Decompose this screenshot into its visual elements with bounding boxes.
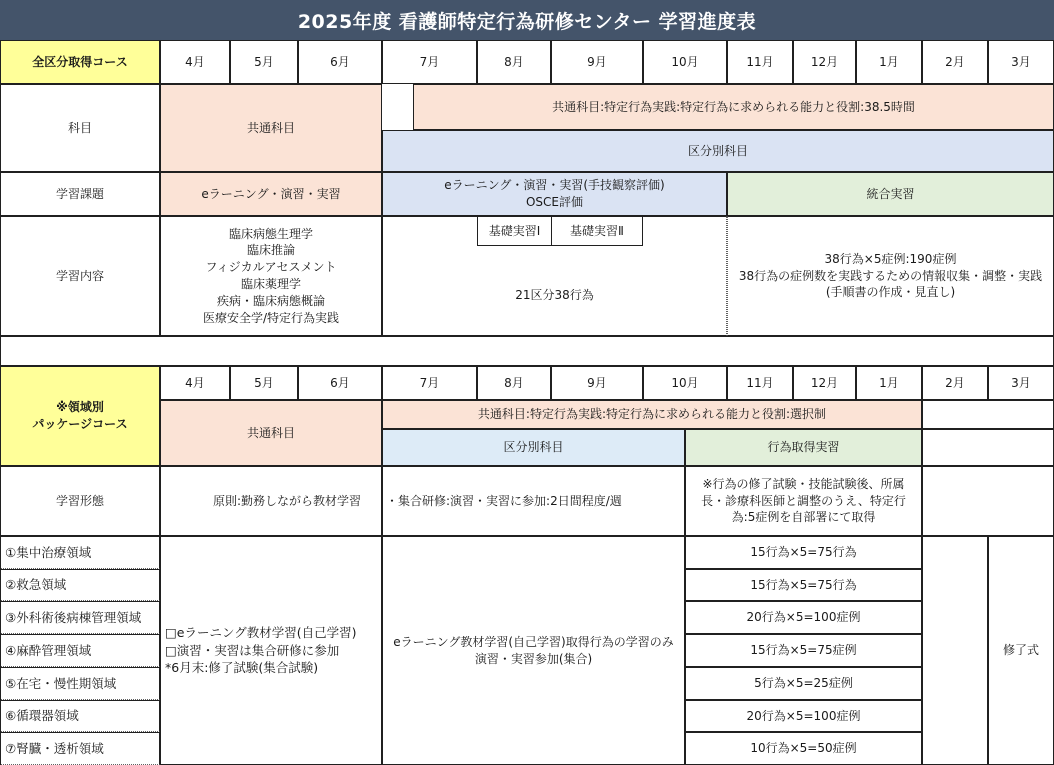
row-label-task: 学習課題 bbox=[0, 172, 160, 216]
pkg-common-practice: 共通科目:特定行為実践:特定行為に求められる能力と役割:選択制 bbox=[382, 400, 922, 429]
area-count: 15行為×5=75行為 bbox=[685, 536, 922, 569]
sec1-month-1: 4月 bbox=[160, 40, 230, 84]
course-name-full: 全区分取得コース bbox=[0, 40, 160, 84]
area-label: ④麻酔管理領域 bbox=[0, 634, 160, 667]
common-subject-cell: 共通科目 bbox=[160, 84, 382, 172]
content-subjects: 臨床病態生理学 臨床推論 フィジカルアセスメント 臨床薬理学 疾病・臨床病態概論 医療安全学/特定行為実践 bbox=[160, 216, 382, 336]
sec2-month-11: 2月 bbox=[922, 366, 988, 400]
basic-practice-2: 基礎実習Ⅱ bbox=[551, 216, 643, 246]
sec2-month-7: 10月 bbox=[643, 366, 727, 400]
area-count: 10行為×5=50症例 bbox=[685, 732, 922, 765]
content-integrated: 38行為×5症例:190症例 38行為の症例数を実践するための情報収集・調整・実践 (手順書の作成・見直し) bbox=[727, 216, 1054, 336]
sec1-month-9: 12月 bbox=[793, 40, 856, 84]
form-group-training: ・集合研修:演習・実習に参加:2日間程度/週 bbox=[382, 466, 685, 536]
sec2-month-5: 8月 bbox=[477, 366, 551, 400]
pkg-acquire-practice: 行為取得実習 bbox=[685, 429, 922, 466]
row-label-content: 学習内容 bbox=[0, 216, 160, 336]
area-count: 20行為×5=100症例 bbox=[685, 601, 922, 634]
sec1-month-11: 2月 bbox=[922, 40, 988, 84]
content-procedures: 21区分38行為 bbox=[382, 216, 727, 336]
pkg-division-subject: 区分別科目 bbox=[382, 429, 685, 466]
area-count: 20行為×5=100症例 bbox=[685, 700, 922, 732]
sec1-month-5: 8月 bbox=[477, 40, 551, 84]
sec2-month-8: 11月 bbox=[727, 366, 793, 400]
row-label-subject: 科目 bbox=[0, 84, 160, 172]
task-integrated-practice: 統合実習 bbox=[727, 172, 1054, 216]
course-name-package: ※領域別 パッケージコース bbox=[0, 366, 160, 466]
study-method-b: eラーニング教材学習(自己学習)取得行為の学習のみ演習・実習参加(集合) bbox=[382, 536, 685, 765]
sec1-month-10: 1月 bbox=[856, 40, 922, 84]
task-elearning-osce: eラーニング・演習・実習(手技観察評価) OSCE評価 bbox=[382, 172, 727, 216]
study-method-a: □eラーニング教材学習(自己学習) □演習・実習は集合研修に参加 *6月末:修了試験(集合試験) bbox=[160, 536, 382, 765]
row-label-form: 学習形態 bbox=[0, 466, 160, 536]
sec2-month-12: 3月 bbox=[988, 366, 1054, 400]
common-practice-cell: 共通科目:特定行為実践:特定行為に求められる能力と役割:38.5時間 bbox=[413, 84, 1054, 130]
division-subject-cell: 区分別科目 bbox=[382, 130, 1054, 172]
area-count: 5行為×5=25症例 bbox=[685, 667, 922, 700]
pkg-common-subject: 共通科目 bbox=[160, 400, 382, 466]
sec2-month-1: 4月 bbox=[160, 366, 230, 400]
pkg-empty-1 bbox=[922, 400, 1054, 429]
basic-practice-1: 基礎実習Ⅰ bbox=[477, 216, 552, 246]
area-count: 15行為×5=75行為 bbox=[685, 569, 922, 601]
sec1-month-3: 6月 bbox=[298, 40, 382, 84]
area-label: ②救急領域 bbox=[0, 569, 160, 601]
sec1-month-12: 3月 bbox=[988, 40, 1054, 84]
area-label: ⑥循環器領域 bbox=[0, 700, 160, 732]
form-acquisition: ※行為の修了試験・技能試験後、所属長・診療科医師と調整のうえ、特定行為:5症例を自部署にて取得 bbox=[685, 466, 922, 536]
page-title: 2025年度 看護師特定行為研修センター 学習進度表 bbox=[0, 0, 1054, 40]
sec2-month-3: 6月 bbox=[298, 366, 382, 400]
sec2-month-10: 1月 bbox=[856, 366, 922, 400]
sec1-month-6: 9月 bbox=[551, 40, 643, 84]
sec1-month-7: 10月 bbox=[643, 40, 727, 84]
sec1-month-8: 11月 bbox=[727, 40, 793, 84]
area-label: ⑦腎臓・透析領域 bbox=[0, 732, 160, 765]
area-label: ⑤在宅・慢性期領域 bbox=[0, 667, 160, 700]
sec1-month-2: 5月 bbox=[230, 40, 298, 84]
pkg-empty-4 bbox=[922, 536, 988, 765]
sec2-month-6: 9月 bbox=[551, 366, 643, 400]
sec2-month-9: 12月 bbox=[793, 366, 856, 400]
pkg-empty-3 bbox=[922, 466, 1054, 536]
sec1-month-4: 7月 bbox=[382, 40, 477, 84]
pkg-empty-2 bbox=[922, 429, 1054, 466]
completion-ceremony: 修了式 bbox=[988, 536, 1054, 765]
task-elearning: eラーニング・演習・実習 bbox=[160, 172, 382, 216]
section-gap bbox=[0, 336, 1054, 366]
form-principle: 原則:勤務しながら教材学習 bbox=[160, 466, 382, 536]
sec2-month-2: 5月 bbox=[230, 366, 298, 400]
sec2-month-4: 7月 bbox=[382, 366, 477, 400]
area-label: ①集中治療領域 bbox=[0, 536, 160, 569]
area-label: ③外科術後病棟管理領域 bbox=[0, 601, 160, 634]
area-count: 15行為×5=75症例 bbox=[685, 634, 922, 667]
